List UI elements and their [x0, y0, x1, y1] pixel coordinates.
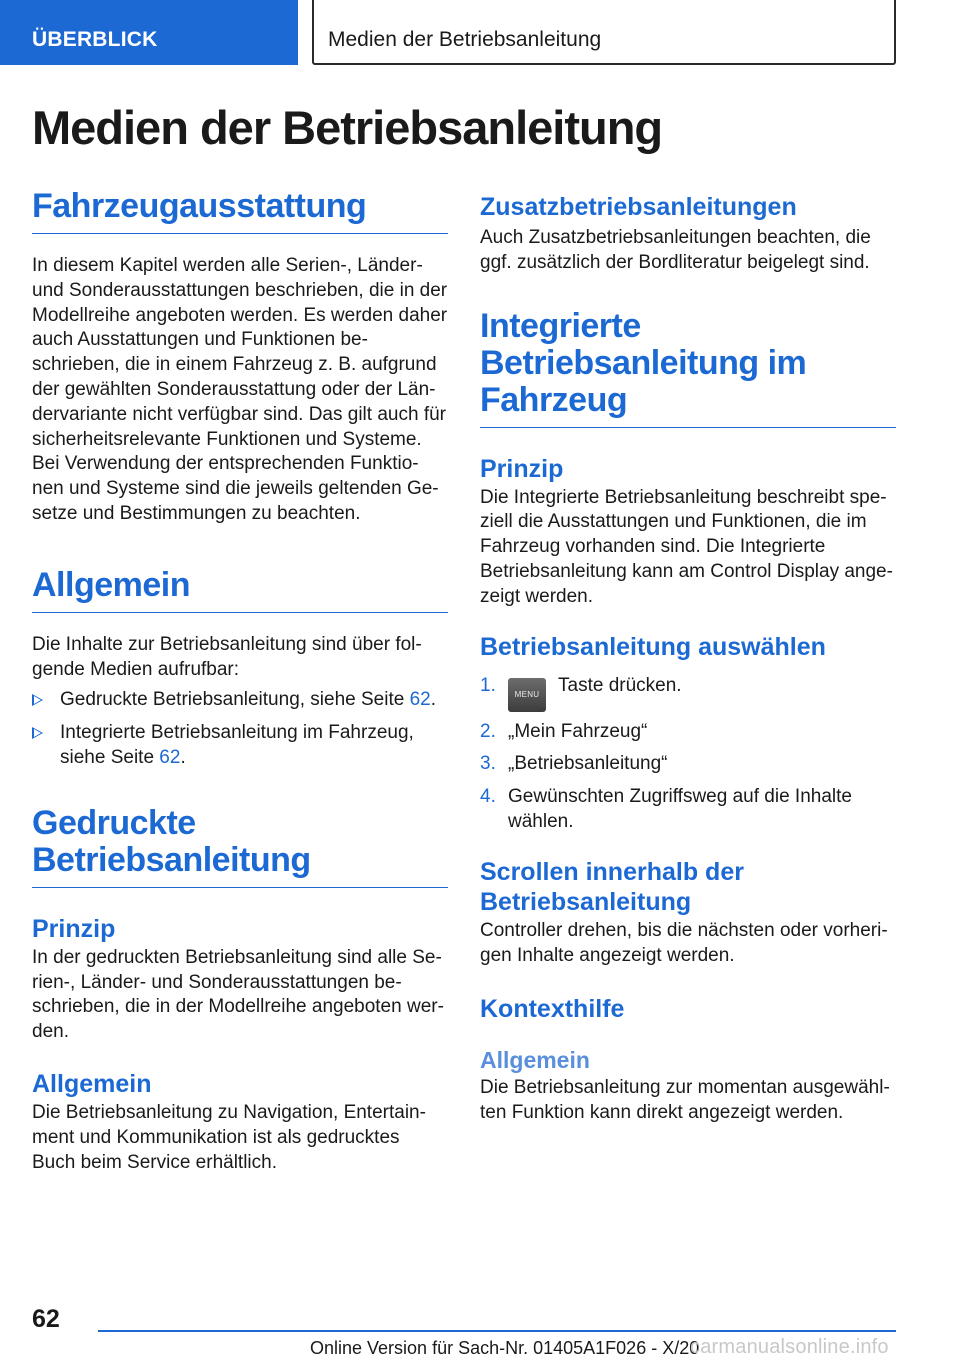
heading-zusatzbetriebsanleitungen: Zusatzbetriebsanleitungen	[480, 193, 797, 221]
page-tab[interactable]: Medien der Betriebsanleitung	[312, 0, 896, 65]
list-item-suffix: .	[180, 746, 186, 768]
list-item-text: Integrierte Betriebsanleitung im Fahrzeug, siehe Seite	[60, 722, 414, 768]
heading-fahrzeugausstattung: Fahrzeugausstattung	[32, 188, 448, 234]
paragraph-fahrzeugausstattung: In diesem Kapitel werden alle Serien-, Länder- und Sonderausstattungen beschrieben, die in der Modellreihe angeboten werden. Es werden daher auch Ausstattungen und Funktionen be-schrieben, die in einem Fahrzeug z. B. aufgrund der gewählten Sonderausstattung oder der Län-dervariante nicht verfügbar sind. Das gilt auch für sicherheitsrelevante Funktionen und Systeme. Bei Verwendung der entsprechenden Funktio-nen und Systeme sind die jeweils geltenden Ge-setze und Bestimmungen zu beachten.	[32, 255, 448, 524]
step-number: 1.	[480, 674, 496, 696]
list-item-text: Gedruckte Betriebsanleitung, siehe Seite	[60, 689, 410, 711]
paragraph-scrollen: Controller drehen, bis die nächsten oder vorheri-gen Inhalte angezeigt werden.	[480, 919, 888, 966]
steps-list	[480, 674, 896, 835]
paragraph-prinzip-integriert: Die Integrierte Betriebsanleitung beschreibt spe-ziell die Ausstattungen und Funktionen, die im Fahrzeug vorhanden sind. Die Integrierte Betriebsanleitung kann am Control Display ange-zeigt werden.	[480, 486, 893, 607]
step-text: Gewünschten Zugriffsweg auf die Inhalte wählen.	[508, 786, 852, 832]
page-title: Medien der Betriebsanleitung	[32, 101, 663, 154]
page-link-62[interactable]: 62	[159, 746, 181, 768]
list-item	[480, 674, 896, 712]
page-link-62[interactable]: 62	[409, 689, 431, 711]
step-text: „Mein Fahrzeug“	[508, 720, 648, 742]
paragraph-allgemein-gedruckt: Die Betriebsanleitung zu Navigation, Entertain-ment und Kommunikation ist als gedrucktes Buch beim Service erhältlich.	[32, 1101, 426, 1173]
heading-integrierte-betriebsanleitung: Integrierte Betriebsanleitung im Fahrzeug	[480, 308, 896, 428]
media-list	[32, 688, 448, 770]
heading-kontexthilfe: Kontexthilfe	[480, 995, 625, 1024]
triangle-bullet-icon	[32, 694, 43, 706]
paragraph-zusatz: Auch Zusatzbetriebsanleitungen beachten, die ggf. zusätzlich der Bordliteratur beigelegt sind.	[480, 227, 871, 273]
section-tab[interactable]: ÜBERBLICK	[0, 0, 298, 65]
left-column	[32, 188, 448, 1175]
heading-gedruckte-betriebsanleitung: Gedruckte Betriebsanleitung	[32, 805, 448, 888]
heading-prinzip: Prinzip	[32, 914, 116, 943]
triangle-bullet-icon	[32, 727, 43, 739]
paragraph-allgemein-intro: Die Inhalte zur Betriebsanleitung sind über fol-gende Medien aufrufbar:	[32, 633, 422, 680]
list-item	[32, 721, 448, 771]
heading-prinzip-integriert: Prinzip	[480, 454, 564, 483]
paragraph-kontexthilfe: Die Betriebsanleitung zur momentan ausgewähl-ten Funktion kann direkt angezeigt werden.	[480, 1077, 890, 1124]
step-text: „Betriebsanleitung“	[508, 753, 668, 775]
heading-allgemein-kontext: Allgemein	[480, 1047, 590, 1074]
heading-scrollen: Scrollen innerhalb der Betriebsanleitung	[480, 857, 744, 916]
menu-button-icon: MENU	[508, 678, 546, 712]
footer-online-version: Online Version für Sach-Nr. 01405A1F026 - X/20	[310, 1338, 700, 1358]
list-item	[480, 752, 896, 777]
list-item-suffix: .	[430, 689, 437, 711]
heading-allgemein-gedruckt: Allgemein	[32, 1069, 152, 1098]
list-item	[32, 688, 448, 713]
page-number: 62	[32, 1305, 60, 1333]
watermark: carmanualsonline.info	[690, 1336, 889, 1358]
heading-allgemein: Allgemein	[32, 567, 448, 613]
step-number: 2.	[480, 720, 496, 742]
step-number: 4.	[480, 786, 496, 808]
step-text: Taste drücken.	[558, 674, 682, 696]
footer-divider	[98, 1330, 896, 1332]
list-item	[480, 720, 896, 745]
right-column	[480, 192, 896, 1126]
heading-betriebsanleitung-auswaehlen: Betriebsanleitung auswählen	[480, 632, 826, 661]
paragraph-prinzip: In der gedruckten Betriebsanleitung sind alle Se-rien-, Länder- und Sonderausstattungen be-schrieben, die in der Modellreihe angeboten wer-den.	[32, 946, 444, 1043]
step-number: 3.	[480, 753, 496, 775]
list-item	[480, 785, 896, 835]
